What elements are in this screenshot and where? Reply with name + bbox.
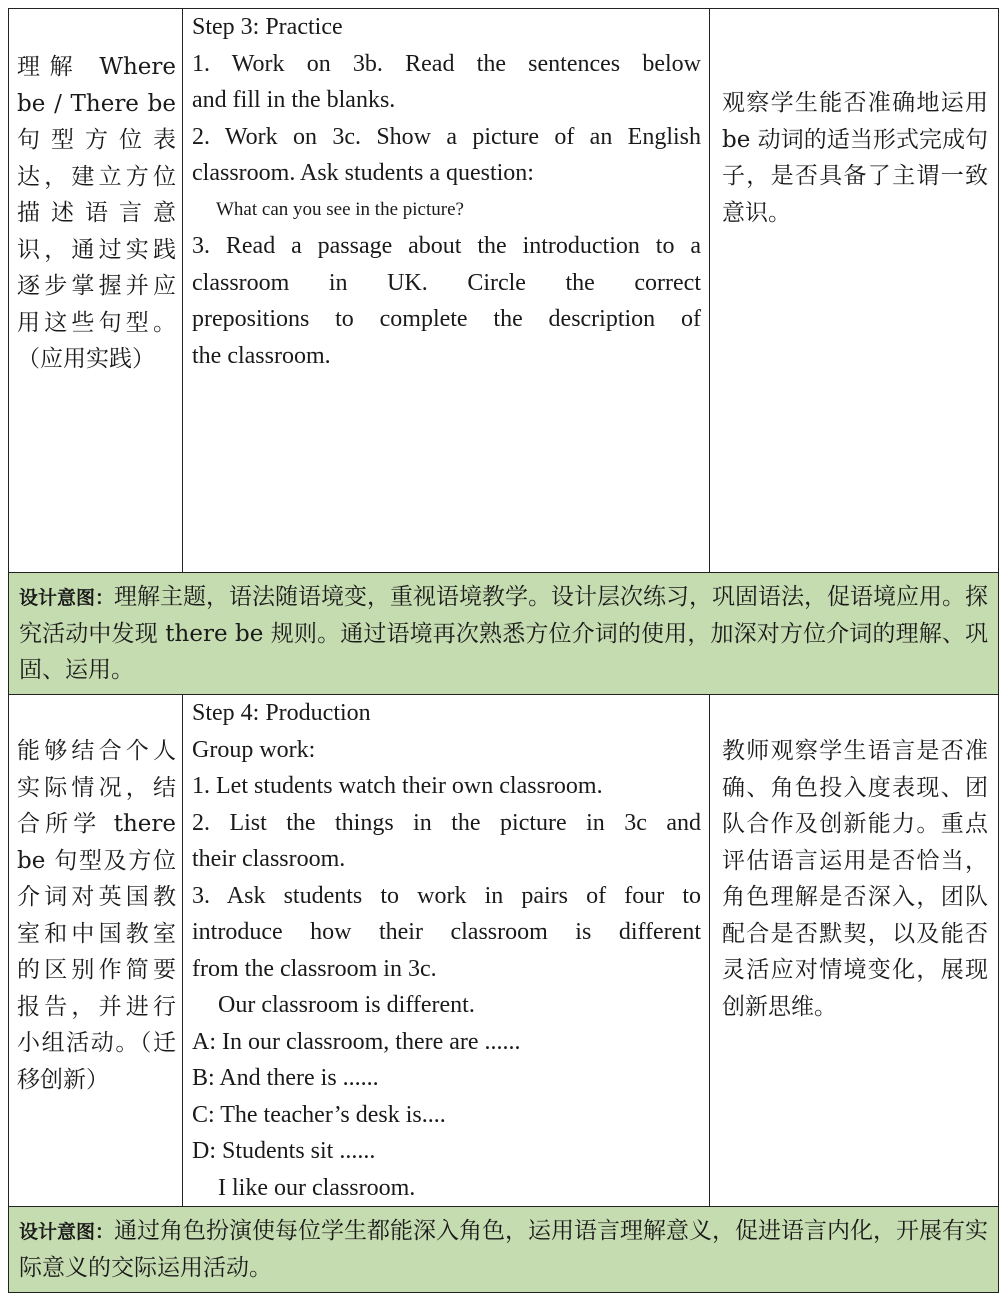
step3-title: Step 3: Practice [192, 14, 343, 40]
design-intent-label: 设计意图： [19, 1221, 115, 1243]
lesson-plan-table [8, 8, 999, 1293]
step4-dialog-line: D: Students sit ...... [192, 1138, 376, 1164]
step4-procedure-cell [183, 695, 710, 1207]
step4-title: Step 4: Production [192, 700, 371, 726]
design-intent-text: 通过角色扮演使每位学生都能深入角色，运用语言理解意义，促进语言内化，开展有实际意义的交际运用活动。 [19, 1218, 989, 1281]
step3-procedure-cell [183, 9, 710, 573]
step4-row [9, 695, 999, 1207]
step4-item: 1. Let students watch their own classroom. [192, 773, 603, 799]
step3-objective: 理解 Where be / There be 句型方位表达，建立方位描述语言意识，通过实践逐步掌握并应用这些句型。（应用实践） [17, 54, 176, 372]
design-intent-label: 设计意图： [19, 587, 115, 609]
step3-item: classroom. Ask students a question: [192, 160, 534, 186]
step4-procedure [183, 695, 709, 1206]
step4-item: their classroom. [192, 846, 346, 872]
design-intent-row-1 [9, 573, 999, 695]
step3-item: 3. Read a passage about the introduction to a [192, 233, 701, 259]
design-intent-row-2 [9, 1207, 999, 1293]
design-intent-cell-1 [9, 573, 999, 695]
step4-item: 3. Ask students to work in pairs of four to [192, 882, 701, 909]
step3-row [9, 9, 999, 573]
step4-dialog-line: B: And there is ...... [192, 1065, 379, 1091]
step3-item: and fill in the blanks. [192, 87, 396, 113]
step3-item: the classroom. [192, 342, 331, 369]
design-intent-cell-2 [9, 1207, 999, 1293]
design-intent-text: 理解主题，语法随语境变，重视语境教学。设计层次练习，巩固语法，促语境应用。探究活动中发现 there be 规则。通过语境再次熟悉方位介词的使用，加深对方位介词的理解、巩固、运用。 [19, 584, 989, 683]
step4-item: 2. List the things in the picture in 3c and [192, 809, 701, 836]
design-intent-1 [9, 573, 998, 694]
step4-objective-cell [9, 695, 183, 1207]
step3-item: classroom in UK. Circle the correct [192, 269, 701, 296]
step4-assessment-cell [710, 695, 999, 1207]
step4-assessment: 教师观察学生语言是否准确、角色投入度表现、团队合作及创新能力。重点评估语言运用是否恰当，角色理解是否深入，团队配合是否默契，以及能否灵活应对情境变化，展现创新思维。 [722, 738, 988, 1020]
step3-assessment: 观察学生能否准确地运用 be 动词的适当形式完成句子，是否具备了主谓一致意识。 [722, 90, 988, 226]
step3-item: 2. Work on 3c. Show a picture of an English [192, 123, 701, 150]
step4-objective: 能够结合个人实际情况，结合所学 there be 句型及方位介词对英国教室和中国教室的区别作简要报告，并进行小组活动。（迁移创新） [17, 738, 176, 1093]
step4-item: Group work: [192, 736, 316, 763]
design-intent-2 [9, 1207, 998, 1292]
step3-assessment-cell [710, 9, 999, 573]
step3-procedure [183, 9, 709, 374]
step4-dialog-line: C: The teacher’s desk is.... [192, 1101, 446, 1128]
step4-dialog-line: Our classroom is different. [218, 992, 475, 1018]
step4-item: introduce how their classroom is different [192, 919, 701, 945]
step4-dialog-line: I like our classroom. [218, 1174, 416, 1201]
step3-question: What can you see in the picture? [216, 198, 464, 220]
step4-dialog-line: A: In our classroom, there are ...... [192, 1028, 521, 1055]
step4-item: from the classroom in 3c. [192, 955, 437, 982]
step3-item: prepositions to complete the description of [192, 306, 701, 332]
step3-item: 1. Work on 3b. Read the sentences below [192, 50, 701, 77]
step3-objective-cell [9, 9, 183, 573]
